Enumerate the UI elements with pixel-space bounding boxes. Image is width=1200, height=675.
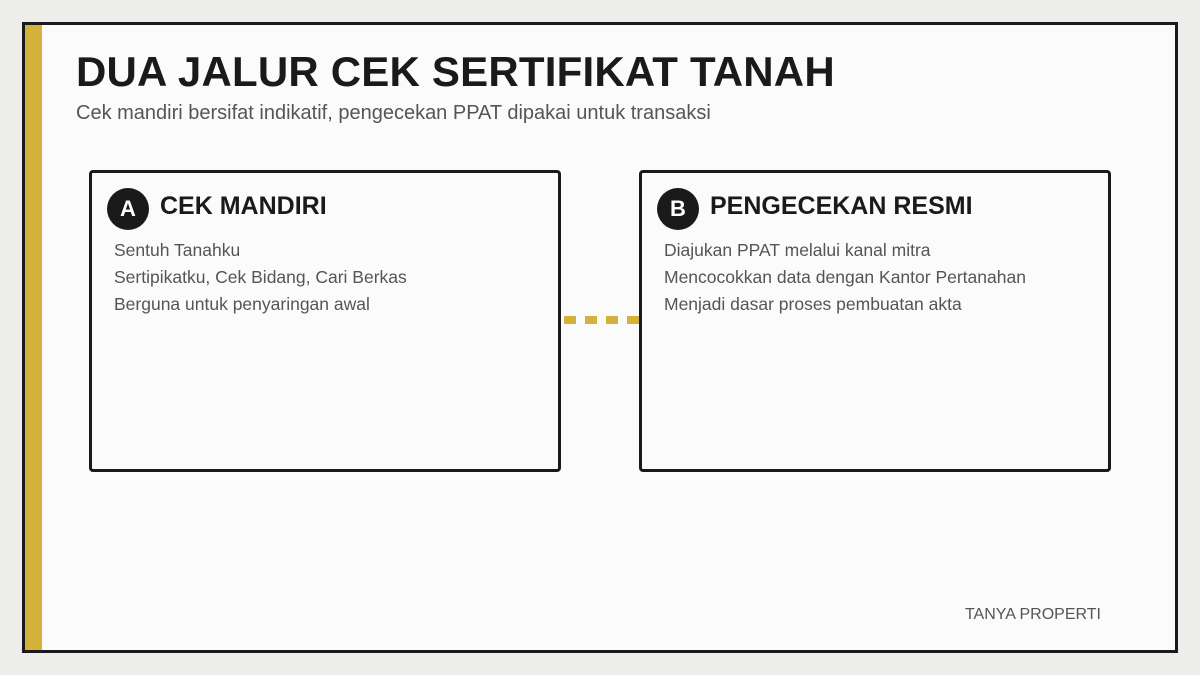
dashed-connector (564, 316, 639, 324)
card-cek-mandiri (89, 170, 561, 472)
card-pengecekan-resmi (639, 170, 1111, 472)
slide-subtitle: Cek mandiri bersifat indikatif, pengecekan PPAT dipakai untuk transaksi (76, 102, 711, 124)
card-item: Mencocokkan data dengan Kantor Pertanahan (664, 267, 1026, 287)
card-item: Sertipikatku, Cek Bidang, Cari Berkas (114, 267, 407, 287)
footer-brand: TANYA PROPERTI (964, 606, 1101, 623)
card-title-a: CEK MANDIRI (160, 192, 327, 220)
card-badge-a: A (107, 188, 149, 230)
slide (22, 22, 1178, 653)
accent-bar (25, 25, 42, 650)
card-title-b: PENGECEKAN RESMI (710, 192, 973, 220)
card-badge-b: B (657, 188, 699, 230)
card-item: Sentuh Tanahku (114, 240, 241, 260)
slide-title: DUA JALUR CEK SERTIFIKAT TANAH (76, 48, 835, 95)
card-item: Menjadi dasar proses pembuatan akta (664, 294, 962, 314)
card-items-b (664, 237, 1026, 318)
card-item: Diajukan PPAT melalui kanal mitra (664, 240, 931, 260)
card-items-a (114, 237, 407, 318)
card-item: Berguna untuk penyaringan awal (114, 294, 370, 314)
